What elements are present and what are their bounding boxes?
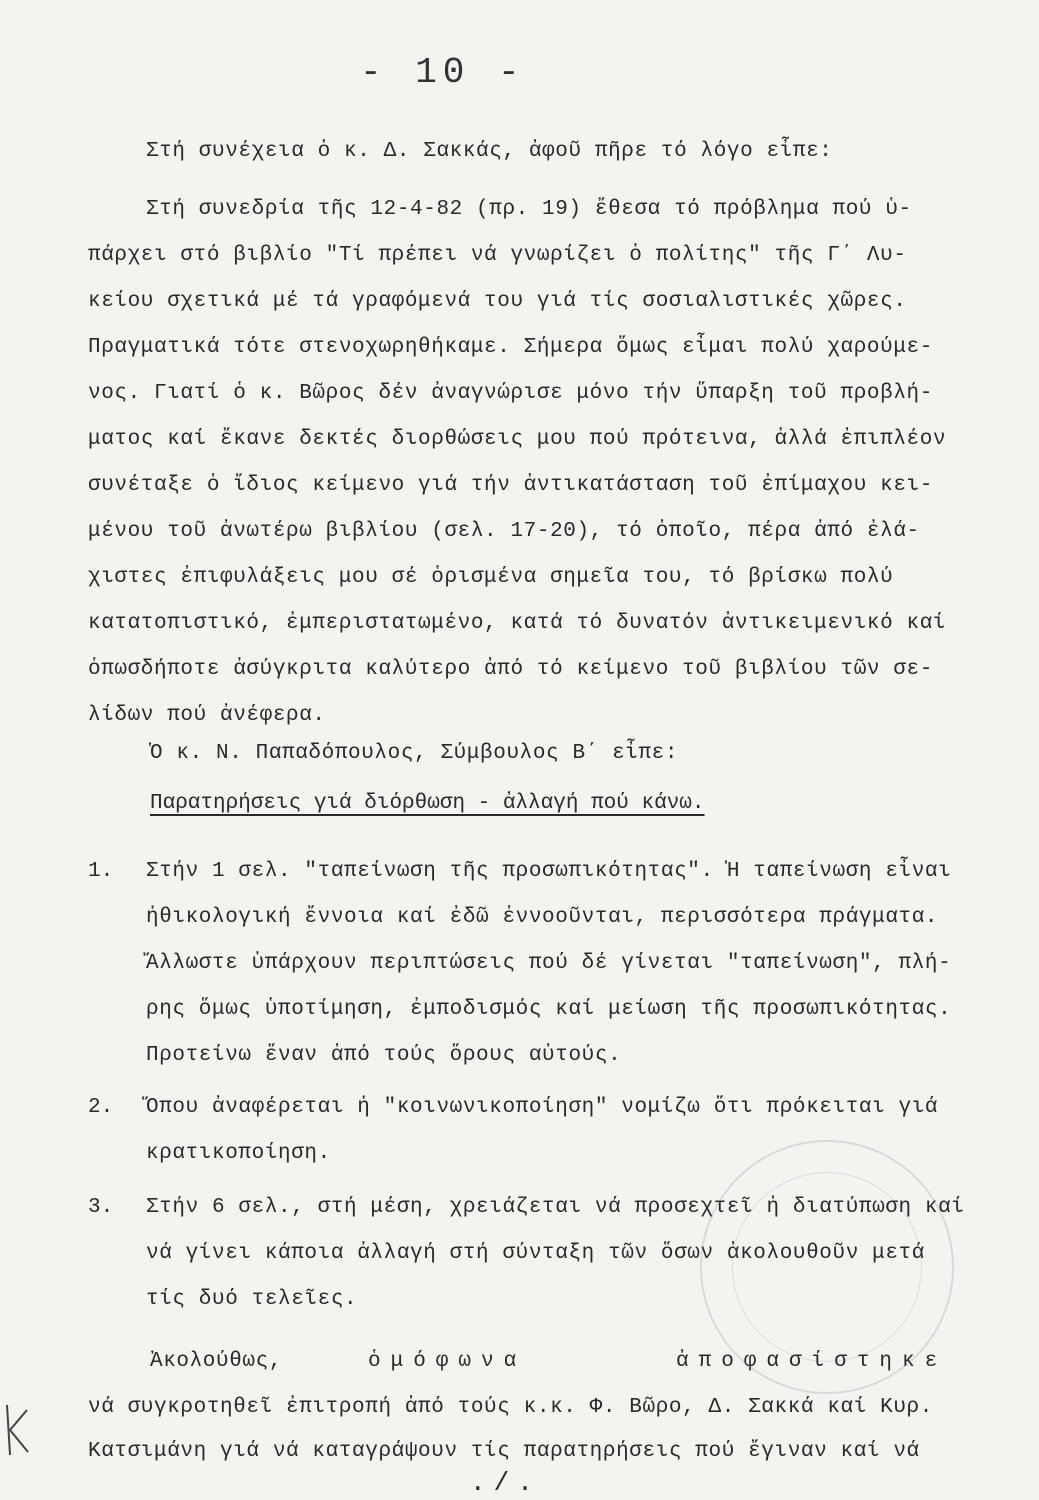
item-line: νά γίνει κάποια ἀλλαγή στή σύνταξη τῶν ὅσων ἀκολουθοῦν μετά (146, 1242, 925, 1265)
paragraph-line: Πραγματικά τότε στενοχωρηθήκαμε. Σήμερα ὅμως εἶμαι πολύ χαρούμε- (88, 336, 933, 359)
item-line: Ἄλλωστε ὑπάρχουν περιπτώσεις πού δέ γίνεται "ταπείνωση", πλή- (146, 952, 952, 975)
closing-line: νά συγκροτηθεῖ ἐπιτροπή ἀπό τούς κ.κ. Φ. Βῶρο, Δ. Σακκά καί Κυρ. (88, 1396, 933, 1419)
item-line: τίς δυό τελεῖες. (146, 1288, 358, 1311)
section-heading: Παρατηρήσεις γιά διόρθωση - ἀλλαγή πού κάνω. (150, 792, 705, 815)
continuation-mark: ./. (470, 1468, 541, 1498)
closing-line: Κατσιμάνη γιά νά καταγράψουν τίς παρατηρήσεις πού ἔγιναν καί νά (88, 1440, 920, 1463)
paragraph-line: Στή συνεδρία τῆς 12-4-82 (πρ. 19) ἔθεσα τό πρόβλημα πού ὑ- (146, 198, 912, 221)
item-line: Στήν 1 σελ. "ταπείνωση τῆς προσωπικότητας". Ἡ ταπείνωση εἶναι (146, 860, 952, 883)
speaker-line: Ὁ κ. Ν. Παπαδόπουλος, Σύμβουλος Β΄ εἶπε: (150, 742, 679, 765)
closing-word-spaced: ὁμόφωνα (368, 1350, 527, 1373)
paragraph-line: χιστες ἐπιφυλάξεις μου σέ ὁρισμένα σημεῖα του, τό βρίσκω πολύ (88, 566, 894, 589)
item-number: 1. (88, 860, 114, 883)
paragraph-line: μένου τοῦ ἀνωτέρω βιβλίου (σελ. 17-20), τό ὁποῖο, πέρα ἀπό ἐλά- (88, 520, 920, 543)
closing-word: Ἀκολούθως, (150, 1350, 283, 1373)
item-line: Ὅπου ἀναφέρεται ἡ "κοινωνικοποίηση" νομίζω ὅτι πρόκειται γιά (146, 1096, 939, 1119)
paragraph-line: νος. Γιατί ὁ κ. Βῶρος δέν ἀναγνώρισε μόνο τήν ὕπαρξη τοῦ προβλή- (88, 382, 933, 405)
item-line: κρατικοποίηση. (146, 1142, 331, 1165)
item-line: Στήν 6 σελ., στή μέση, χρειάζεται νά προσεχτεῖ ἡ διατύπωση καί (146, 1196, 965, 1219)
official-stamp (700, 1140, 954, 1394)
paragraph-line: συνέταξε ὁ ἴδιος κείμενο γιά τήν ἀντικατάσταση τοῦ ἐπίμαχου κει- (88, 474, 933, 497)
paragraph-intro: Στή συνέχεια ὁ κ. Δ. Σακκάς, ἀφοῦ πῆρε τό λόγο εἶπε: (146, 140, 833, 163)
margin-initials-mark (2, 1400, 32, 1460)
paragraph-line: ὁπωσδήποτε ἀσύγκριτα καλύτερο ἀπό τό κείμενο τοῦ βιβλίου τῶν σε- (88, 658, 933, 681)
page-number: - 10 - (360, 52, 526, 93)
paragraph-line: κείου σχετικά μέ τά γραφόμενά του γιά τίς σοσιαλιστικές χῶρες. (88, 290, 907, 313)
item-number: 3. (88, 1196, 114, 1219)
paragraph-line: κατατοπιστικό, ἐμπεριστατωμένο, κατά τό δυνατόν ἀντικειμενικό καί (88, 612, 947, 635)
closing-word-spaced: ἀποφασίστηκε (676, 1350, 948, 1373)
paragraph-line: πάρχει στό βιβλίο "Τί πρέπει νά γνωρίζει ὁ πολίτης" τῆς Γ΄ Λυ- (88, 244, 907, 267)
item-line: ἠθικολογική ἔννοια καί ἐδῶ ἐννοοῦνται, περισσότερα πράγματα. (146, 906, 939, 929)
paragraph-line: λίδων πού ἀνέφερα. (88, 704, 326, 727)
item-line: ρης ὅμως ὑποτίμηση, ἐμποδισμός καί μείωση τῆς προσωπικότητας. (146, 998, 952, 1021)
item-line: Προτείνω ἕναν ἀπό τούς ὅρους αὐτούς. (146, 1044, 622, 1067)
paragraph-line: ματος καί ἔκανε δεκτές διορθώσεις μου πού πρότεινα, ἀλλά ἐπιπλέον (88, 428, 947, 451)
item-number: 2. (88, 1096, 114, 1119)
